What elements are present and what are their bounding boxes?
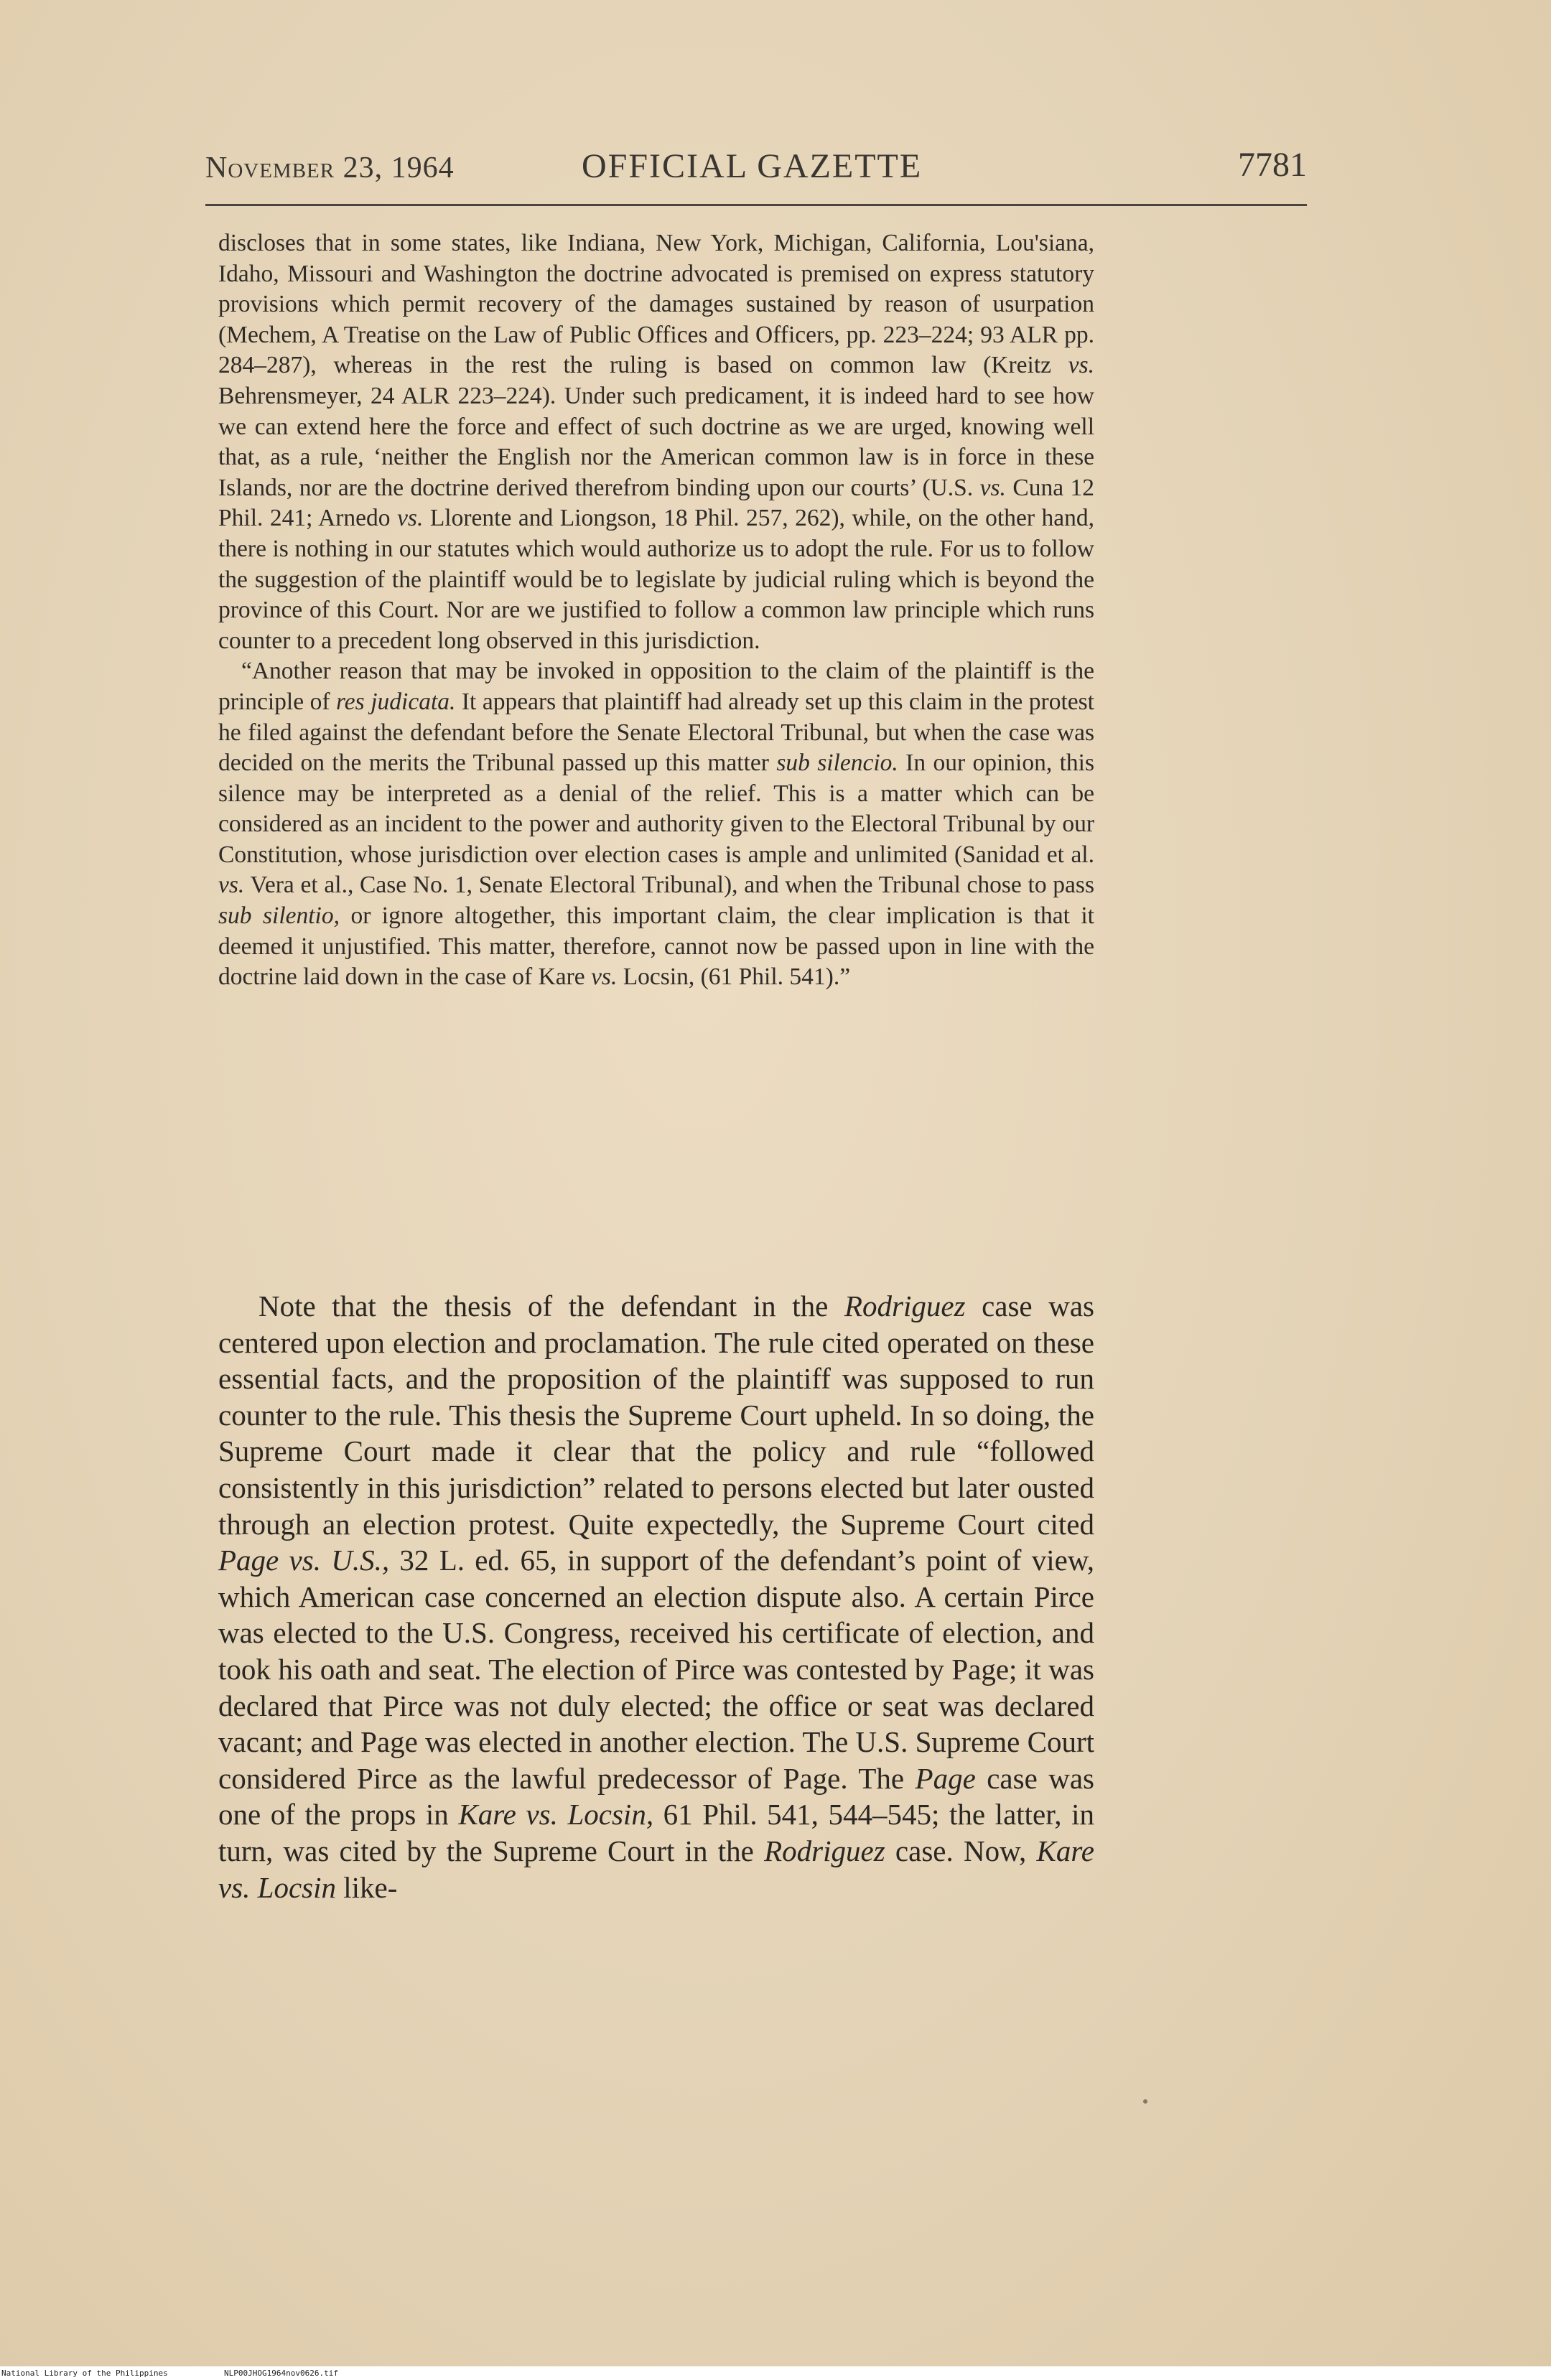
quote-text: or ignore altogether, this important claim, the clear implication is that it deemed it unjustified. This matter, therefore, cannot now be passed upon in line with the doctrine laid down in the case of Kare <box>218 902 1094 991</box>
body-passage <box>218 1288 1094 1905</box>
body-text: 61 Phil. 541, 544–545; the latter, in turn, was cited by the Supreme Court in the <box>218 1798 1094 1867</box>
quote-italic: sub silentio, <box>218 902 340 930</box>
body-italic: Rodriguez <box>764 1834 885 1867</box>
quote-italic: res judicata. <box>336 688 456 715</box>
quote-italic: vs. <box>218 872 245 899</box>
quote-italic: vs. <box>397 505 424 532</box>
header-date: November 23, 1964 <box>205 151 455 185</box>
quote-italic: vs. <box>591 963 618 991</box>
quote-text: Behrensmeyer, 24 ALR 223–224). Under such predicament, it is indeed hard to see how we can extend here the force and effect of such doctrine as we are urged, knowing well that, as a rule, ‘neither the English nor the American common law is in force in these Islands, nor are the doctrine derived therefrom binding upon our courts’ (U.S. <box>218 382 1094 501</box>
quote-text: In our opinion, this silence may be interpreted as a denial of the relief. This is a matter which can be considered as an incident to the power and authority given to the Electoral Tribunal by our Constitution, whose jurisdiction over election cases is ample and unlimited (Sanidad et al. <box>218 750 1095 868</box>
running-header <box>205 142 1307 194</box>
header-rule <box>205 204 1307 206</box>
body-text: like- <box>336 1870 398 1904</box>
quote-text: Llorente and Liongson, 18 Phil. 257, 262), while, on the other hand, there is nothing in our statutes which would authorize us to adopt the rule. For us to follow the suggestion of the plaintiff would be to legislate by judicial ruling which is beyond the province of this Court. Nor are we justified to follow a common law principle which runs counter to a precedent long observed in this jurisdiction. <box>218 505 1094 654</box>
paper-speck <box>1143 2099 1147 2104</box>
quote-text: discloses that in some states, like Indiana, New York, Michigan, California, Lou'siana, Idaho, Missouri and Washington the doctrine advocated is premised on express statutory provisions which permit recovery of the damages sustained by reason of usurpation (Mechem, A Treatise on the Law of Public Offices and Officers, pp. 223–224; 93 ALR pp. 284–287), whereas in the rest the ruling is based on common law (Kreitz <box>218 230 1094 379</box>
quote-text: It appears that plaintiff had already set up this claim in the protest he filed against the defendant before the Senate Electoral Tribunal, but when the case was decided on the merits the Tribunal passed up this matter <box>218 688 1094 777</box>
body-italic: Kare vs. Locsin <box>218 1834 1095 1904</box>
quote-text: Vera et al., Case No. 1, Senate Electoral Tribunal), and when the Tribunal chose to pass <box>244 872 1094 899</box>
footer-filename: NLP00JHOG1964nov0626.tif <box>224 2369 338 2378</box>
quote-paragraph-2 <box>218 656 1094 993</box>
body-text: 32 L. ed. 65, in support of the defendant’s point of view, which American case concerned an election dispute also. A certain Pirce was elected to the U.S. Congress, received his certificate of election, and took his oath and seat. The election of Pirce was contested by Page; it was declared that Pirce was not duly elected; the office or seat was declared vacant; and Page was elected in another election. The U.S. Supreme Court considered Pirce as the lawful predecessor of Page. The <box>218 1544 1094 1795</box>
body-text: case was one of the props in <box>218 1761 1095 1831</box>
body-italic: Kare vs. Locsin, <box>458 1798 654 1831</box>
quote-italic: vs. <box>979 474 1006 501</box>
page-number: 7781 <box>1238 146 1307 184</box>
scan-footer <box>0 2366 1551 2380</box>
quote-text: “Another reason that may be invoked in opposition to the claim of the plaintiff is the principle of <box>218 658 1094 715</box>
body-paragraph <box>218 1288 1094 1905</box>
header-title: OFFICIAL GAZETTE <box>582 147 923 185</box>
body-italic: Rodriguez <box>844 1289 966 1322</box>
body-text: case was centered upon election and proclamation. The rule cited operated on these essential facts, and the proposition of the plaintiff was supposed to run counter to the rule. This thesis the Supreme Court upheld. In so doing, the Supreme Court made it clear that the policy and rule “followed consistently in this jurisdiction” related to persons elected but later ousted through an election protest. Quite expectedly, the Supreme Court cited <box>218 1289 1094 1541</box>
footer-library: National Library of the Philippines <box>1 2369 168 2378</box>
quote-text: Locsin, (61 Phil. 541).” <box>617 963 851 991</box>
quote-paragraph-1 <box>218 228 1094 656</box>
body-text: case. Now, <box>885 1834 1037 1867</box>
quote-text: Cuna 12 Phil. 241; Arnedo <box>218 474 1095 532</box>
body-text: Note that the thesis of the defendant in the <box>258 1289 844 1322</box>
body-italic: Page vs. U.S., <box>218 1544 390 1577</box>
quote-italic: vs. <box>1068 352 1094 379</box>
quoted-passage <box>218 228 1094 993</box>
body-italic: Page <box>915 1761 976 1795</box>
quote-italic: sub silencio. <box>776 750 898 777</box>
